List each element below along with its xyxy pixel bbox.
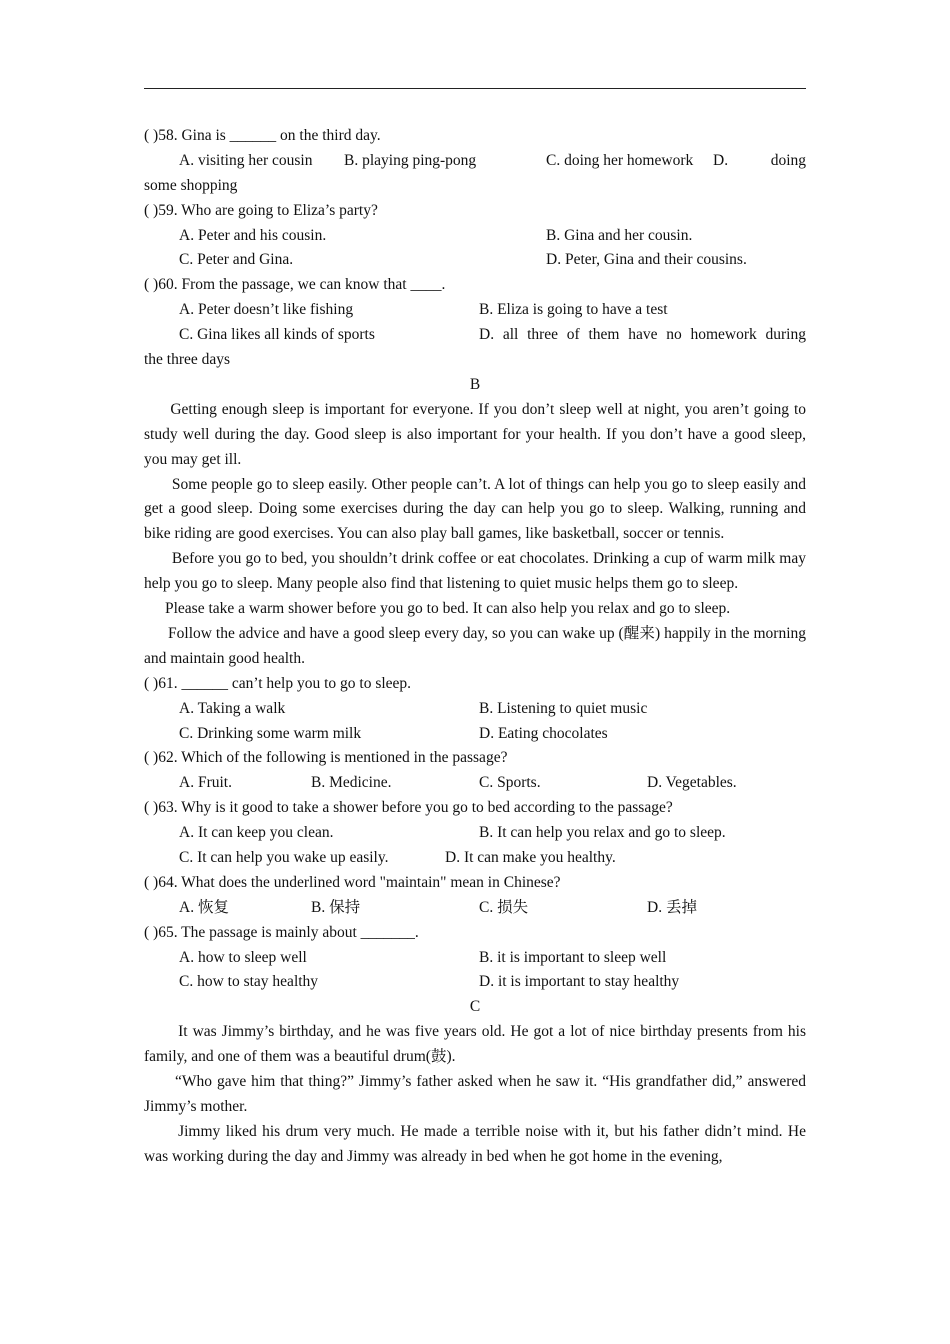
section-b-paragraph-4: Please take a warm shower before you go to bed. It can also help you relax and go to sleep. [165,600,731,618]
question-60-option-b: B. Eliza is going to have a test [479,301,668,319]
question-58-option-d-letter: D. [713,151,729,169]
question-60-option-c: C. Gina likes all kinds of sports [179,326,375,344]
question-60-option-d-cont: the three days [144,351,231,369]
question-59-options-row2 [144,248,806,273]
question-58-option-b: B. playing ping-pong [344,151,477,169]
question-64-option-c: C. 损失 [479,898,529,916]
question-64-option-a: A. 恢复 [179,898,229,916]
question-60-stem: ( )60. From the passage, we can know that ____. [144,276,446,294]
question-58-option-a: A. visiting her cousin [179,151,313,169]
question-65-stem: ( )65. The passage is mainly about _______. [144,923,419,941]
question-61-option-d: D. Eating chocolates [479,724,608,742]
question-62-option-a: A. Fruit. [179,774,232,792]
question-59-option-d: D. Peter, Gina and their cousins. [546,251,747,269]
question-65-options-row1 [144,946,806,971]
question-62-option-c: C. Sports. [479,774,541,792]
question-59-options-row1 [144,224,806,249]
question-63-stem: ( )63. Why is it good to take a shower before you go to bed according to the passage? [144,799,673,817]
section-c-paragraph-1: It was Jimmy’s birthday, and he was five years old. He got a lot of nice birthday presents from his family, and one of them was a beautiful drum(鼓). [144,1023,806,1066]
question-63-option-b: B. It can help you relax and go to sleep. [479,824,726,842]
question-65-options-row2 [144,970,806,995]
question-64-option-d: D. 丢掉 [647,898,697,916]
section-b-heading: B [469,375,481,393]
question-59-option-c: C. Peter and Gina. [179,251,294,269]
document-content [144,124,806,1170]
question-58-option-d-cont: some shopping [144,176,238,194]
question-65-option-d: D. it is important to stay healthy [479,973,680,991]
question-58-option-c: C. doing her homework [546,151,694,169]
question-59-option-a: A. Peter and his cousin. [179,226,327,244]
question-62-option-d: D. Vegetables. [647,774,737,792]
section-b-paragraph-1: Getting enough sleep is important for everyone. If you don’t sleep well at night, you aren’t going to study well during the day. Good sleep is also important for your health. If you don’t have a good sleep, you may get ill. [144,400,806,468]
question-59-option-b: B. Gina and her cousin. [546,226,693,244]
section-c-paragraph-3: Jimmy liked his drum very much. He made a terrible noise with it, but his father didn’t mind. He was working during the day and Jimmy was already in bed when he got home in the evening, [144,1122,806,1165]
question-61-stem: ( )61. ______ can’t help you to go to sleep. [144,674,412,692]
question-61-option-c: C. Drinking some warm milk [179,724,362,742]
question-60-options-row2 [144,323,806,348]
question-58-options [144,149,806,174]
question-62-options [144,771,806,796]
question-63-option-d: D. It can make you healthy. [445,848,616,866]
question-64-option-b: B. 保持 [311,898,361,916]
question-62-stem: ( )62. Which of the following is mentioned in the passage? [144,749,508,767]
question-60-options-row1 [144,298,806,323]
question-63-options-row1 [144,821,806,846]
question-61-option-a: A. Taking a walk [179,699,286,717]
question-61-option-b: B. Listening to quiet music [479,699,648,717]
question-63-options-row2 [144,846,806,871]
question-63-option-c: C. It can help you wake up easily. [179,848,389,866]
question-60-option-d: D. all three of them have no homework during [479,326,806,344]
question-65-option-b: B. it is important to sleep well [479,948,667,966]
question-65-option-a: A. how to sleep well [179,948,307,966]
question-64-stem: ( )64. What does the underlined word "maintain" mean in Chinese? [144,873,561,891]
header-rule [144,88,806,89]
section-b-paragraph-3: Before you go to bed, you shouldn’t drink coffee or eat chocolates. Drinking a cup of warm milk may help you go to sleep. Many people also find that listening to quiet music helps them go to sleep. [144,550,806,593]
section-b-paragraph-5: Follow the advice and have a good sleep every day, so you can wake up (醒来) happily in the morning and maintain good health. [144,624,806,667]
question-60-option-a: A. Peter doesn’t like fishing [179,301,354,319]
section-c-heading: C [469,998,481,1016]
question-58-stem: ( )58. Gina is ______ on the third day. [144,127,381,144]
question-59-stem: ( )59. Who are going to Eliza’s party? [144,201,378,219]
question-61-options-row2 [144,722,806,747]
question-61-options-row1 [144,697,806,722]
question-62-option-b: B. Medicine. [311,774,392,792]
question-58-option-d-word: doing [770,151,806,169]
question-65-option-c: C. how to stay healthy [179,973,319,991]
question-64-options [144,896,806,921]
section-c-paragraph-2: “Who gave him that thing?” Jimmy’s father asked when he saw it. “His grandfather did,” answered Jimmy’s mother. [144,1073,806,1115]
question-63-option-a: A. It can keep you clean. [179,824,334,842]
section-b-paragraph-2: Some people go to sleep easily. Other people can’t. A lot of things can help you go to sleep easily and get a good sleep. Doing some exercises during the day can help you go to sleep. Walking, running and bike riding are good exercises. You can also play ball games, like basketball, soccer or tennis. [144,475,806,543]
